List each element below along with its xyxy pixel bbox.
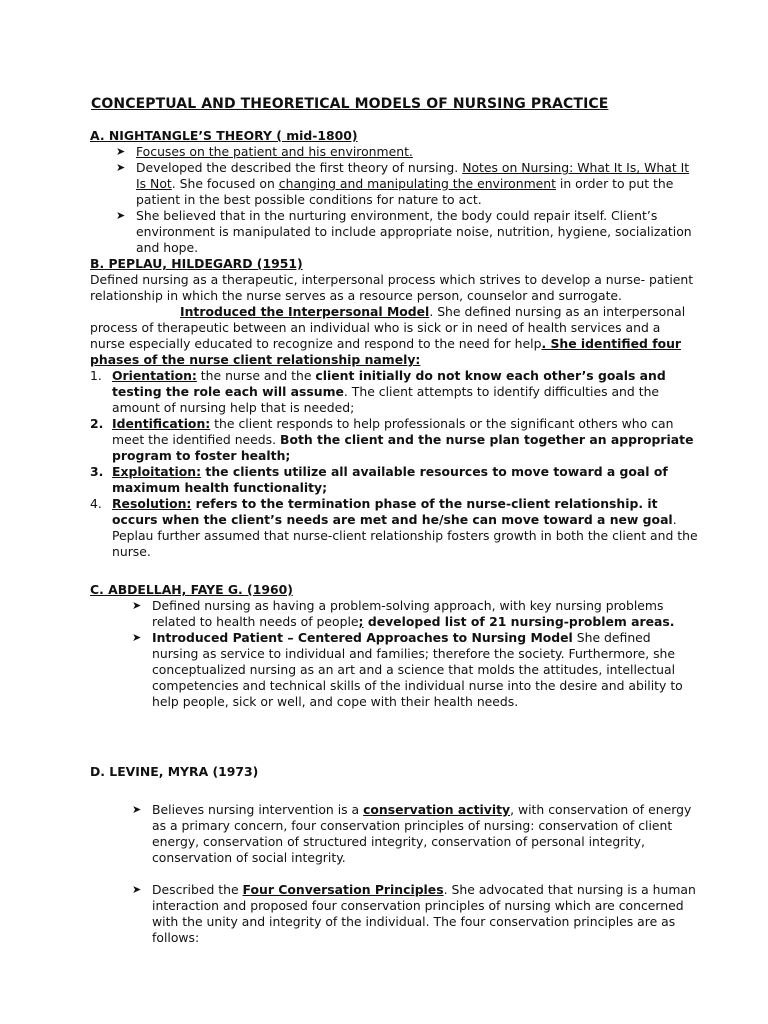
phase-item	[90, 368, 698, 416]
peplau-paragraph-1: Defined nursing as a therapeutic, interpersonal process which strives to develop a nurse- patient relationship in which the nurse serves as a resource person, counselor and surrogate.	[90, 272, 694, 303]
list-item	[116, 144, 698, 160]
text-run: in order to put the patient in the best possible conditions for nature to act.	[136, 176, 674, 207]
nightingale-point-3: She believed that in the nurturing environment, the body could repair itself. Client’s environment is manipulated to include appropriate noise, nutrition, hygiene, socialization and hope.	[136, 208, 692, 255]
peplau-paragraph-2	[90, 304, 698, 368]
list-item	[132, 598, 698, 630]
list-item	[116, 160, 698, 208]
spacer	[90, 560, 698, 582]
section-heading-abdellah: C. ABDELLAH, FAYE G. (1960)	[90, 582, 293, 597]
text-run: . The client attempts to identify difficulties and the amount of nursing help that is needed;	[112, 384, 660, 415]
arrow-bullet-icon: ➤	[132, 631, 142, 644]
arrow-bullet-icon: ➤	[132, 803, 142, 816]
list-item	[132, 882, 698, 946]
abdellah-list	[90, 598, 698, 710]
phase-number: 2.	[90, 416, 104, 431]
phase-label: Exploitation:	[112, 464, 202, 479]
spacer	[132, 866, 698, 882]
phase-number: 3.	[90, 464, 104, 479]
levine-list	[90, 802, 698, 946]
text-run: Described the	[152, 882, 243, 897]
text-run: . She advocated that nursing is a human interaction and proposed four conservation principles of nursing which are concerned with the unity and integrity of the individual. The four conservation principles are as follows:	[152, 882, 696, 945]
phase-item	[90, 416, 698, 464]
key-term: conservation activity	[363, 802, 511, 817]
arrow-bullet-icon: ➤	[116, 161, 126, 174]
spacer	[90, 780, 698, 802]
text-run: Developed the described the first theory of nursing.	[136, 160, 463, 175]
arrow-bullet-icon: ➤	[116, 145, 126, 158]
phase-label: Resolution:	[112, 496, 192, 511]
phase-number: 4.	[90, 496, 102, 511]
section-heading-nightingale: A. NIGHTANGLE’S THEORY ( mid-1800)	[90, 128, 358, 143]
text-run-bold: Both the client and the nurse plan together an appropriate program to foster health;	[112, 432, 694, 463]
arrow-bullet-icon: ➤	[132, 883, 142, 896]
text-run-bold: ;	[358, 614, 364, 629]
text-run-bold: refers to the termination phase of the nurse-client relationship. it occurs when the client’s needs are met and he/she can move toward a new goal	[112, 496, 673, 527]
text-run: the nurse and the	[196, 368, 316, 383]
section-heading-levine: D. LEVINE, MYRA (1973)	[90, 764, 259, 779]
nightingale-point-1: Focuses on the patient and his environment.	[136, 144, 413, 159]
text-run: She defined nursing as service to individual and families; therefore the society. Furthermore, she conceptualized nursing as an art and a science that molds the attitudes, intellectual competencies and technical skills of the individual nurse into the desire and ability to help people, sick or well, and cope with their health needs.	[152, 630, 683, 709]
text-run-bold: client initially do not know each other’s goals and testing the role each will assume	[112, 368, 666, 399]
text-run: Defined nursing as having a problem-solving approach, with key nursing problems related to health needs of people	[152, 598, 664, 629]
text-run-bold: the clients utilize all available resources to move toward a goal of maximum health functionality;	[112, 464, 668, 495]
text-run: . She focused on	[171, 176, 279, 191]
underlined-phrase: changing and manipulating the environment	[278, 176, 556, 191]
phase-item	[90, 496, 698, 560]
list-item	[132, 630, 698, 710]
text-run: , with conservation of energy as a primary concern, four conservation principles of nursing: conservation of client energy, conservation of structured integrity, conservation of personal integrity, conservation of social integrity.	[152, 802, 692, 865]
phase-label: Identification:	[112, 416, 211, 431]
key-term: Four Conversation Principles	[242, 882, 444, 897]
arrow-bullet-icon: ➤	[132, 599, 142, 612]
text-run: . Peplau further assumed that nurse-client relationship fosters growth in both the client and the nurse.	[112, 512, 698, 559]
page-title: CONCEPTUAL AND THEORETICAL MODELS OF NURSING PRACTICE	[91, 96, 609, 112]
spacer	[90, 710, 698, 764]
list-item	[132, 802, 698, 866]
phase-item	[90, 464, 698, 496]
section-heading-peplau: B. PEPLAU, HILDEGARD (1951)	[90, 256, 303, 271]
text-run: Believes nursing intervention is a	[152, 802, 364, 817]
phases-list	[90, 368, 698, 560]
phase-label: Orientation:	[112, 368, 197, 383]
text-run: . She defined nursing as an interpersonal process of therapeutic between an individual who is sick or in need of health services and a nurse especially educated to recognize and respond to the need for help	[90, 304, 686, 351]
arrow-bullet-icon: ➤	[116, 209, 126, 222]
book-title: Notes on Nursing: What It Is, What It Is Not	[136, 160, 690, 191]
text-run: the client responds to help professionals or the significant others who can meet the identified needs.	[112, 416, 674, 447]
phase-number: 1.	[90, 368, 102, 383]
text-run-bold: developed list of 21 nursing-problem areas.	[363, 614, 675, 629]
model-name: Introduced the Interpersonal Model	[180, 304, 430, 319]
nightingale-list	[90, 144, 698, 256]
phases-intro: . She identified four phases of the nurse client relationship namely:	[90, 336, 682, 367]
model-name: Introduced Patient – Centered Approaches to Nursing Model	[152, 630, 573, 645]
list-item	[116, 208, 698, 256]
